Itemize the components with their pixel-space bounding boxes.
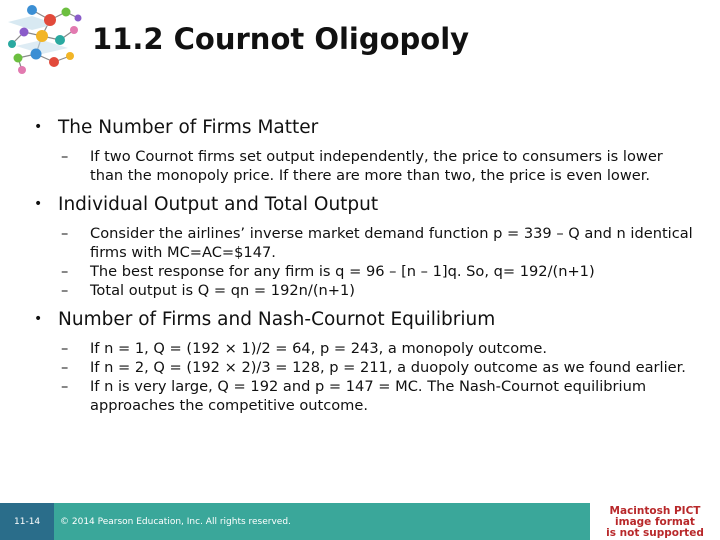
sub-bullet-text: The best response for any firm is q = 96 – [n – 1]q. So, q= 192/(n+1) [90,263,595,280]
sub-bullet-marker: – [61,148,69,165]
pict-notice-line: is not supported [606,527,704,539]
sub-bullet [61,224,694,262]
pict-notice-line: image format [615,516,695,528]
copyright-text: © 2014 Pearson Education, Inc. All rights reserved. [60,517,291,527]
unsupported-image-placeholder [590,503,720,540]
bullet-group [34,193,694,300]
bullet-item [34,116,694,139]
sub-bullet [61,358,694,377]
sub-bullet-marker: – [61,359,69,376]
sub-bullet-marker: – [61,225,69,242]
sub-bullet-text: If n = 1, Q = (192 × 1)/2 = 64, p = 243, a monopoly outcome. [90,340,547,357]
sub-bullet [61,339,694,358]
sub-bullet-text: If two Cournot firms set output independently, the price to consumers is lower than the monopoly price. If there are more than two, the price is even lower. [90,148,663,184]
bullet-group [34,116,694,185]
sub-bullet-marker: – [61,263,69,280]
bullet-marker: • [34,311,43,327]
bullet-marker: • [34,196,43,212]
bullet-text: The Number of Firms Matter [58,117,319,138]
bullet-text: Individual Output and Total Output [58,194,379,215]
bullet-item [34,193,694,216]
bullet-group [34,308,694,415]
slide-number: 11-14 [14,517,41,527]
sub-bullet [61,147,694,185]
bullet-item [34,308,694,331]
slide-title: 11.2 Cournot Oligopoly [92,22,470,56]
sub-bullet-text: Consider the airlines’ inverse market demand function p = 339 – Q and n identical firms with MC=AC=$147. [90,225,693,261]
sub-bullet-text: Total output is Q = qn = 192n/(n+1) [90,282,355,299]
molecule-network-icon [2,2,88,76]
sub-bullet-text: If n = 2, Q = (192 × 2)/3 = 128, p = 211, a duopoly outcome as we found earlier. [90,359,686,376]
sub-bullet [61,262,694,281]
bullet-text: Number of Firms and Nash-Cournot Equilibrium [58,309,496,330]
sub-bullet-text: If n is very large, Q = 192 and p = 147 = MC. The Nash-Cournot equilibrium approaches the competitive outcome. [90,378,647,414]
sub-bullet-marker: – [61,282,69,299]
pict-notice-line: Macintosh PICT [609,505,701,517]
sub-bullet-marker: – [61,340,69,357]
slide-content [34,116,694,423]
sub-bullet-marker: – [61,378,69,395]
sub-bullet [61,281,694,300]
bullet-marker: • [34,119,43,135]
sub-bullet [61,377,694,415]
